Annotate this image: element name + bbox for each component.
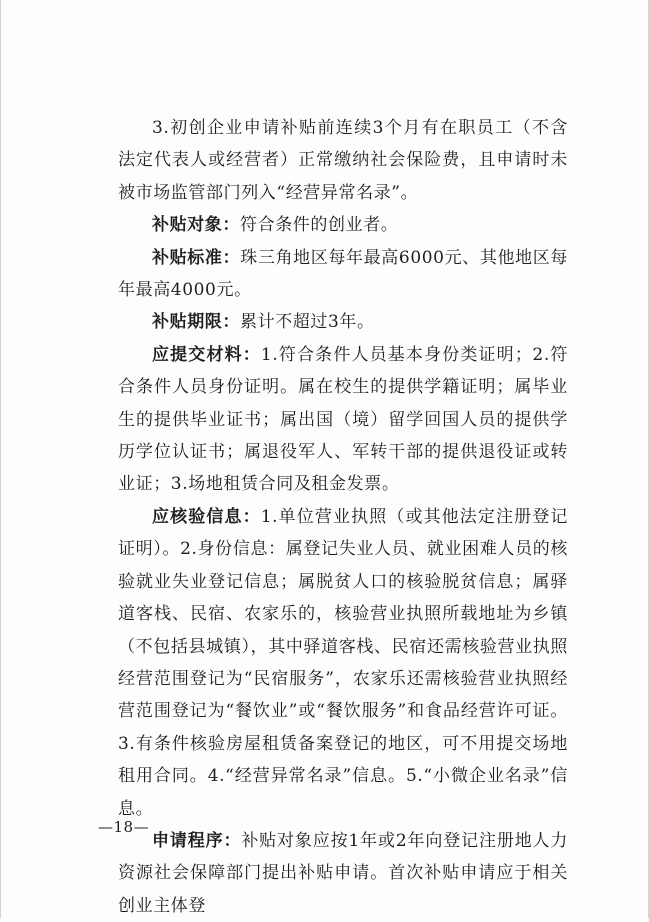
paragraph-label: 补贴期限： bbox=[152, 312, 240, 333]
page-number: —18— bbox=[98, 818, 150, 836]
paragraph-label: 补贴标准： bbox=[152, 247, 241, 268]
paragraph-label: 应提交材料： bbox=[152, 344, 261, 365]
paragraph-text: 补贴对象应按1年或2年向登记注册地人力资源社会保障部门提出补贴申请。首次补贴申请应于相关创业主体登 bbox=[118, 830, 569, 916]
paragraph-subsidy-standard bbox=[118, 242, 568, 307]
paragraph-subsidy-period bbox=[118, 306, 568, 338]
paragraph-text: 1.符合条件人员基本身份类证明；2.符合条件人员身份证明。属在校生的提供学籍证明；属毕业生的提供毕业证书；属出国（境）留学回国人员的提供学历学位认证书；属退役军人、军转干部的提供退役证或转业证；3.场地租赁合同及租金发票。 bbox=[118, 344, 568, 495]
paragraph-text: 1.单位营业执照（或其他法定注册登记证明）。2.身份信息：属登记失业人员、就业困难人员的核验就业失业登记信息；属脱贫人口的核验脱贫信息；属驿道客栈、民宿、农家乐的，核验营业执照所载地址为乡镇（不包括县城镇），其中驿道客栈、民宿还需核验营业执照经营范围登记为“民宿服务”，农家乐还需核验营业执照经营范围登记为“餐饮业”或“餐饮服务”和食品经营许可证。3.有条件核验房屋租赁备案登记的地区，可不用提交场地租用合同。4.“经营异常名录”信息。5.“小微企业名录”信息。 bbox=[118, 506, 568, 819]
paragraph-text: 3.初创企业申请补贴前连续3个月有在职员工（不含法定代表人或经营者）正常缴纳社会保险费，且申请时未被市场监管部门列入“经营异常名录”。 bbox=[118, 118, 568, 203]
paragraph-text: 符合条件的创业者。 bbox=[240, 215, 399, 236]
paragraph-label: 补贴对象： bbox=[152, 215, 240, 236]
paragraph-application-procedure bbox=[118, 825, 568, 922]
paragraph-text: 累计不超过3年。 bbox=[240, 312, 375, 333]
paragraph-subsidy-target bbox=[118, 209, 568, 241]
paragraph-verification-info bbox=[118, 501, 568, 825]
page-left-edge bbox=[0, 0, 1, 918]
paragraph-label: 应核验信息： bbox=[152, 506, 261, 527]
paragraph-startup-condition bbox=[118, 112, 568, 209]
paragraph-label: 申请程序： bbox=[152, 830, 242, 851]
document-body bbox=[118, 112, 568, 922]
paragraph-text: 珠三角地区每年最高6000元、其他地区每年最高4000元。 bbox=[118, 247, 569, 301]
paragraph-required-materials bbox=[118, 339, 568, 501]
